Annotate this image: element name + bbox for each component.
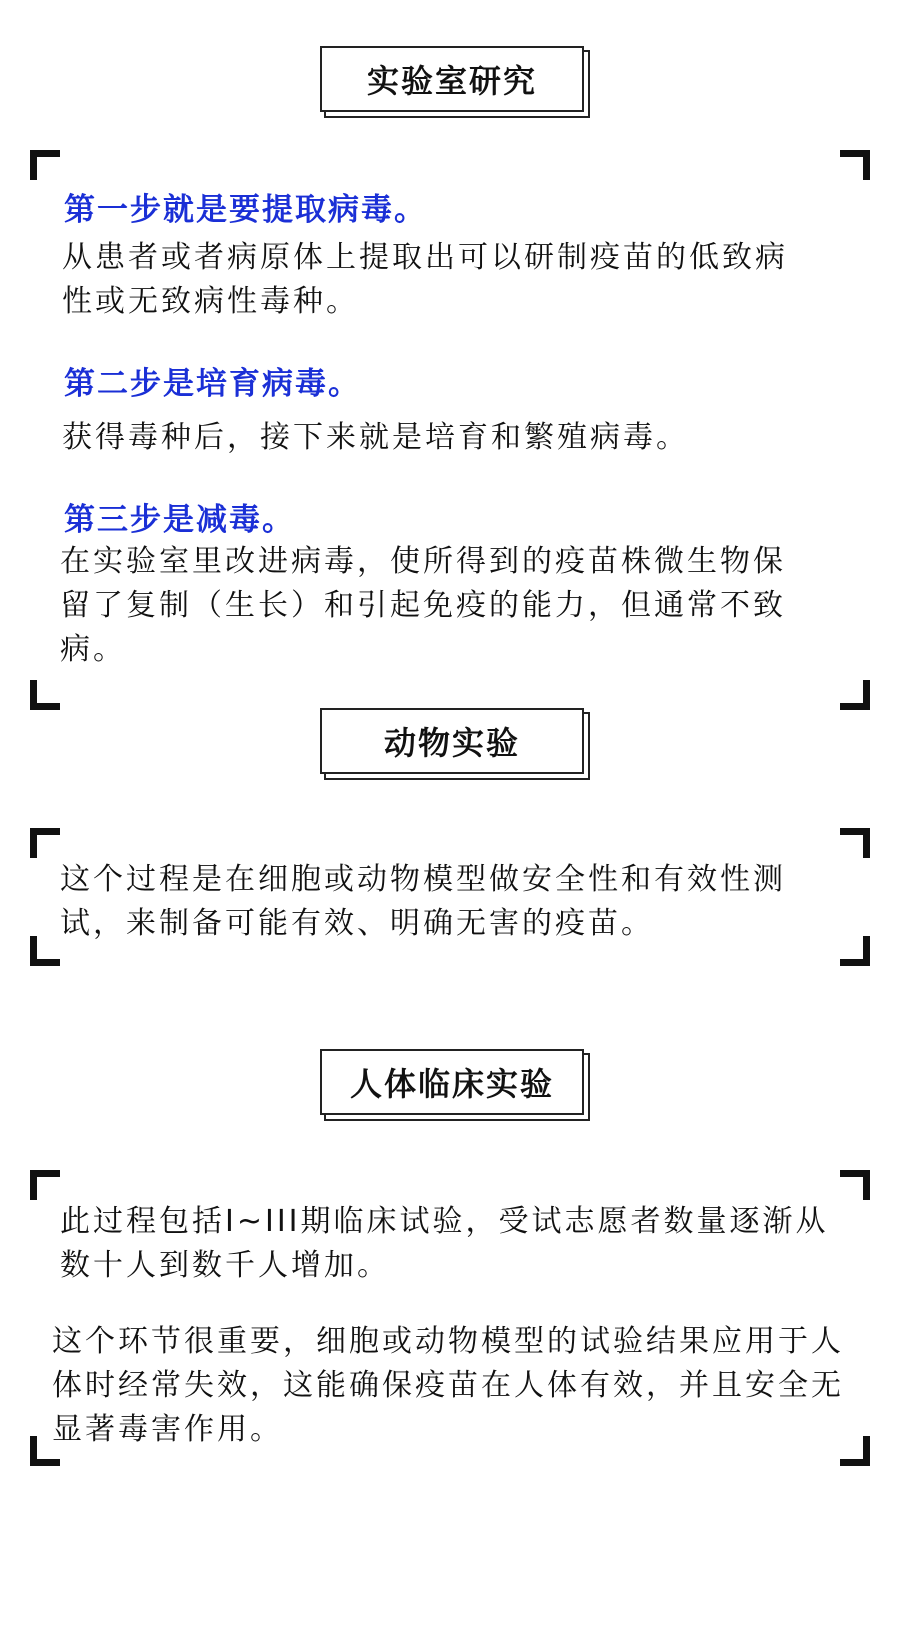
step1-heading: 第一步就是要提取病毒。 — [64, 192, 427, 228]
section-title-lab: 实验室研究 — [320, 46, 584, 112]
clinical-text-1: 此过程包括I~III期临床试验，受试志愿者数量逐渐从数十人到数千人增加。 — [60, 1204, 829, 1283]
section-title-clinical: 人体临床实验 — [320, 1049, 584, 1115]
frame-corner-bottom-right — [840, 680, 870, 710]
step3-heading: 第三步是减毒。 — [64, 502, 295, 538]
animal-text: 这个过程是在细胞或动物模型做安全性和有效性测试，来制备可能有效、明确无害的疫苗。 — [60, 862, 786, 941]
section-title-animal: 动物实验 — [320, 708, 584, 774]
frame-corner-bottom-left — [30, 936, 60, 966]
frame-corner-top-right — [840, 828, 870, 858]
frame-corner-bottom-left — [30, 680, 60, 710]
step1-text: 从患者或者病原体上提取出可以研制疫苗的低致病性或无致病性毒种。 — [62, 240, 788, 319]
frame-corner-top-left — [30, 1170, 60, 1200]
step2-text: 获得毒种后，接下来就是培育和繁殖病毒。 — [62, 420, 689, 455]
frame-corner-top-left — [30, 150, 60, 180]
step3-text: 在实验室里改进病毒，使所得到的疫苗株微生物保留了复制（生长）和引起免疫的能力，但通常不致病。 — [60, 544, 786, 667]
frame-corner-top-right — [840, 150, 870, 180]
frame-corner-top-left — [30, 828, 60, 858]
frame-corner-bottom-right — [840, 936, 870, 966]
clinical-text-2: 这个环节很重要，细胞或动物模型的试验结果应用于人体时经常失效，这能确保疫苗在人体有效，并且安全无显著毒害作用。 — [52, 1324, 844, 1447]
frame-corner-top-right — [840, 1170, 870, 1200]
step2-heading: 第二步是培育病毒。 — [64, 366, 361, 402]
